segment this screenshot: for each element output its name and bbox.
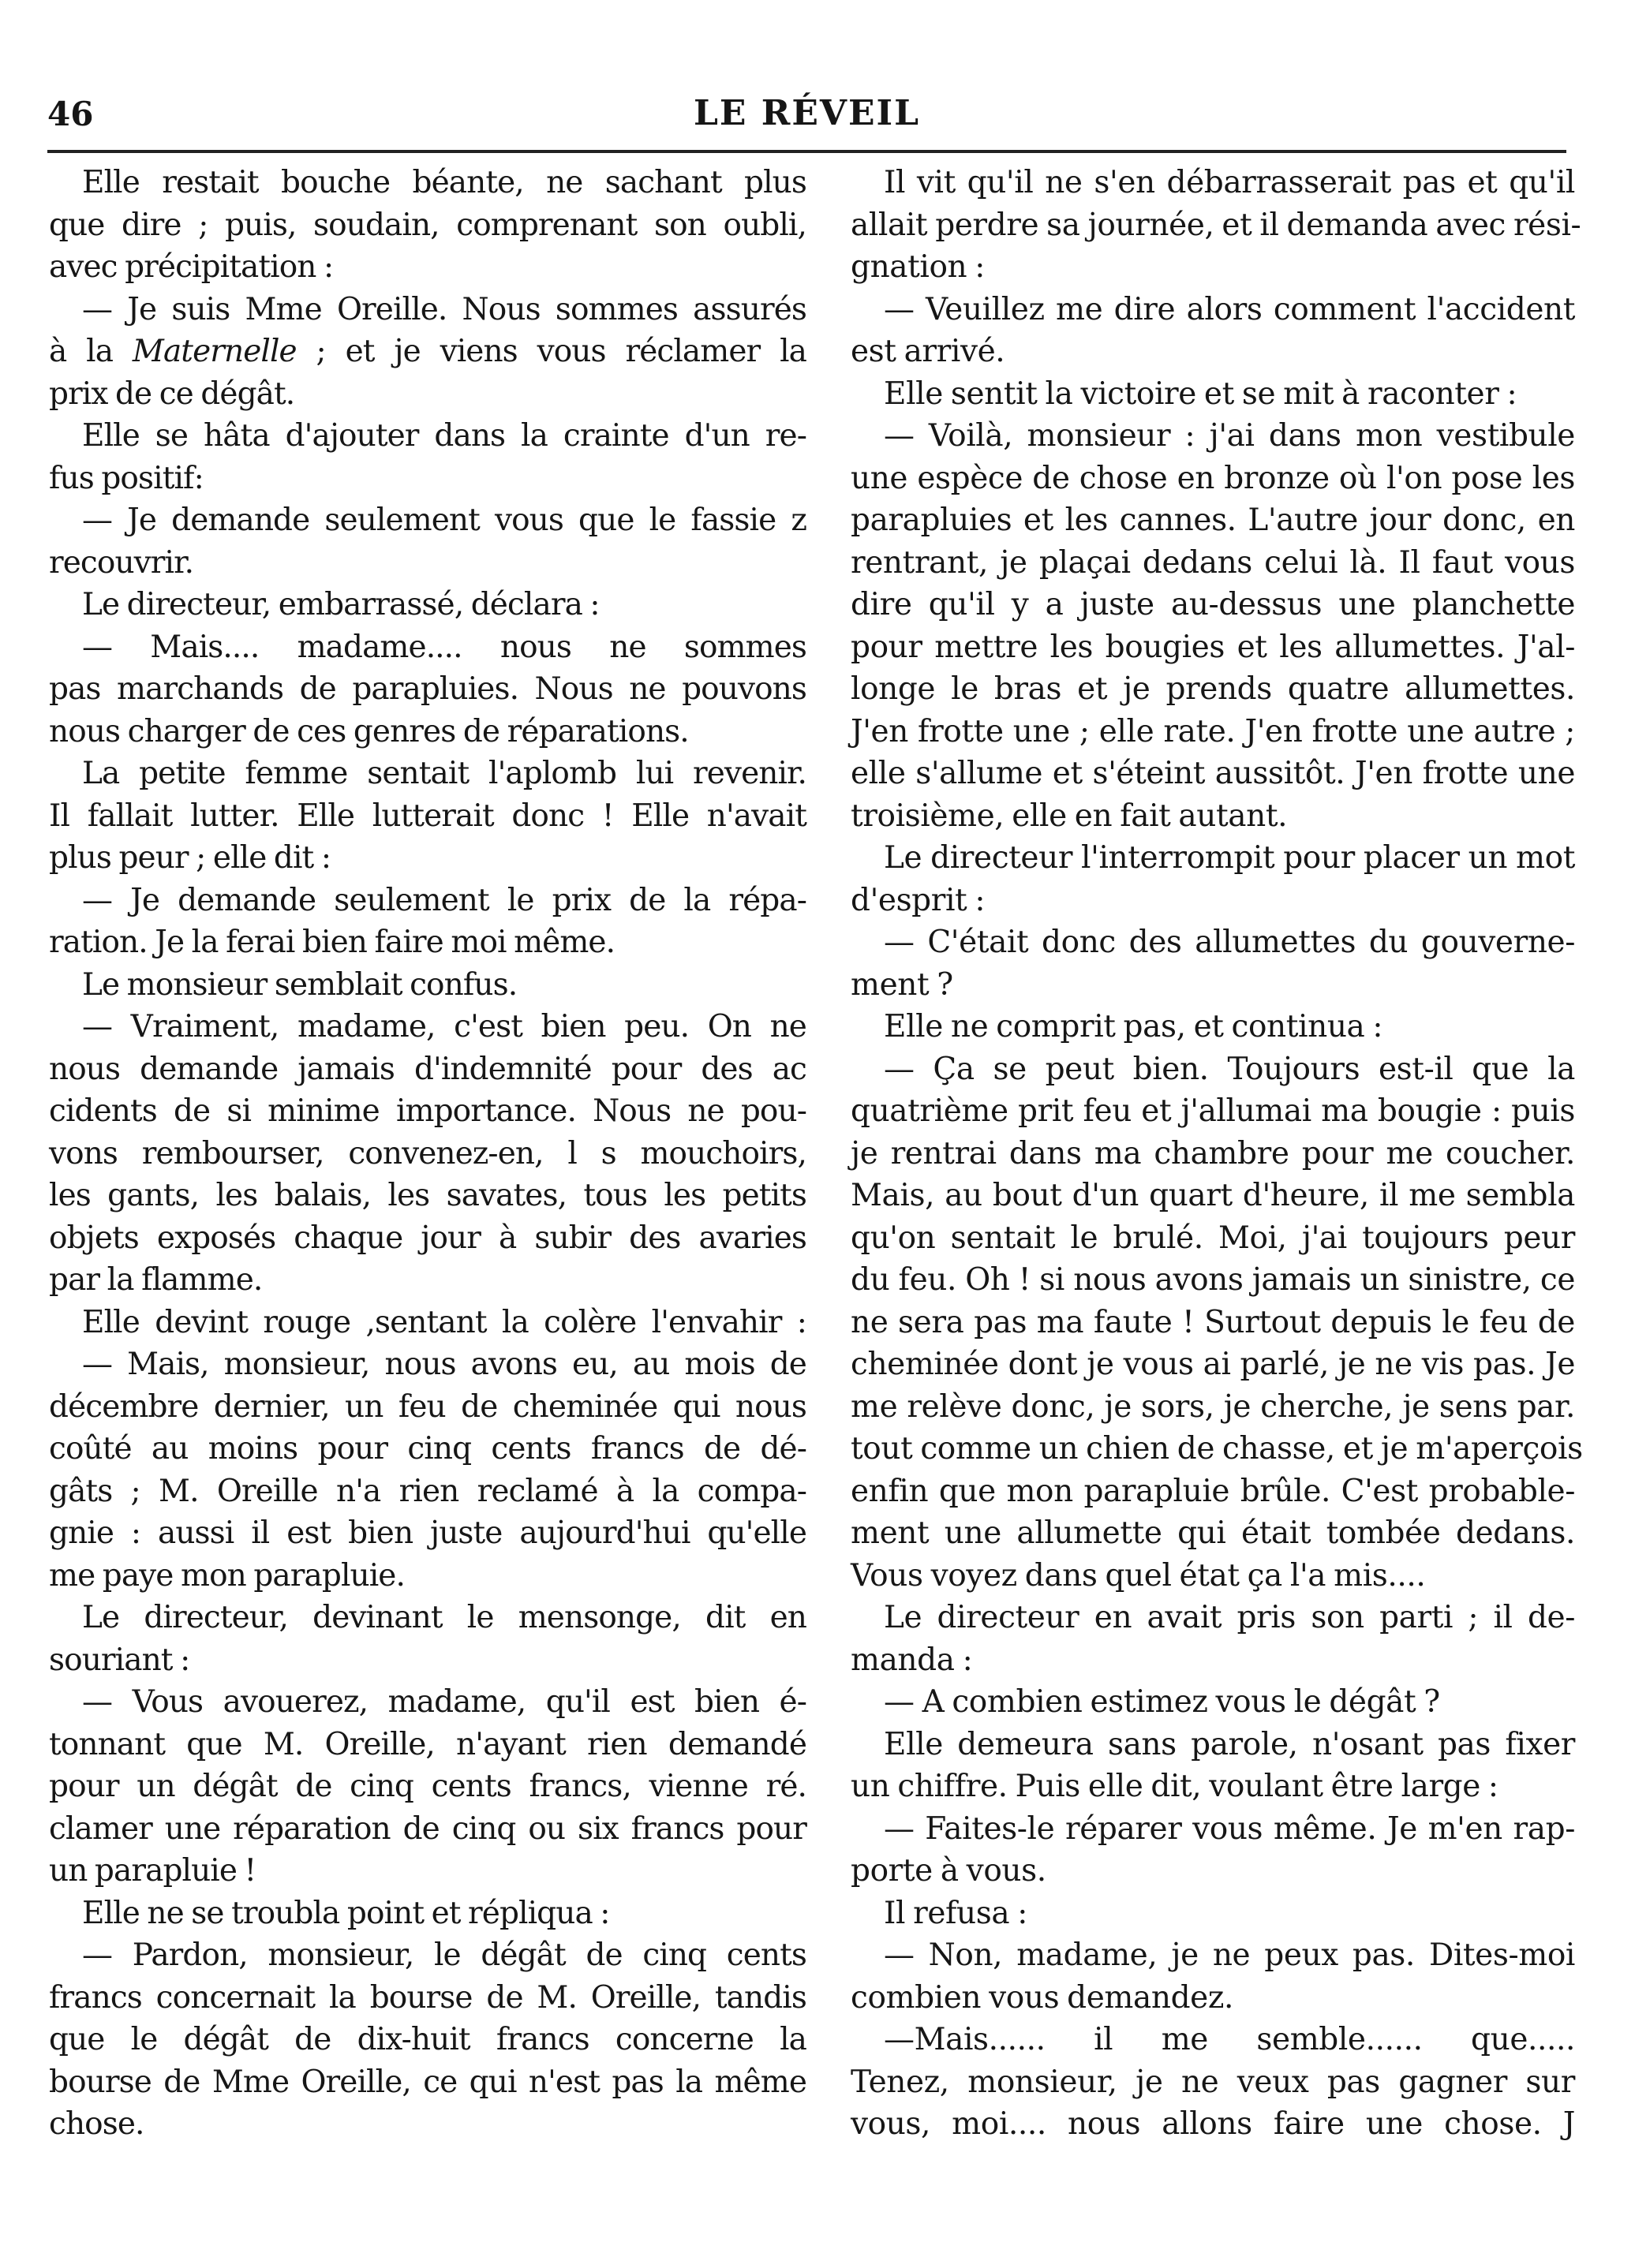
- text-line: Tenez, monsieur, je ne veux pas gagner sur: [851, 2064, 1575, 2100]
- text-line: gnie : aussi il est bien juste aujourd'hui qu'elle: [49, 1515, 806, 1551]
- text-line: francs concernait la bourse de M. Oreille, tandis: [49, 1979, 806, 2016]
- text-line: est arrivé.: [851, 334, 1005, 369]
- text-line: nous demande jamais d'indemnité pour des ac: [49, 1051, 806, 1087]
- text-line: que le dégât de dix-huit francs concerne la: [49, 2022, 806, 2057]
- text-line: parapluies et les cannes. L'autre jour donc, en: [851, 503, 1575, 538]
- text-line: par la flamme.: [49, 1262, 263, 1298]
- text-line: — Mais, monsieur, nous avons eu, au mois de: [82, 1347, 806, 1382]
- text-line: Elle demeura sans parole, n'osant pas fixer: [884, 1726, 1575, 1762]
- text-line: —Mais...... il me semble...... que.....: [884, 2022, 1575, 2057]
- text-line: cheminée dont je vous ai parlé, je ne vis pas. Je: [851, 1347, 1575, 1382]
- text-line: ment une allumette qui était tombée dedans.: [851, 1515, 1575, 1551]
- text-line: allait perdre sa journée, et il demanda avec rési-: [851, 207, 1581, 243]
- text-line: souriant :: [49, 1642, 190, 1678]
- text-line: — Ça se peut bien. Toujours est-il que la: [884, 1051, 1575, 1087]
- text-line: objets exposés chaque jour à subir des avaries: [49, 1220, 806, 1256]
- text-line: — Je demande seulement le prix de la répa-: [82, 882, 806, 918]
- page-number: 46: [47, 95, 94, 133]
- text-line: combien vous demandez.: [851, 1979, 1233, 2016]
- text-line: Le directeur, embarrassé, déclara :: [82, 587, 600, 622]
- text-line: ration. Je la ferai bien faire moi même.: [49, 925, 615, 960]
- text-line: tout comme un chien de chasse, et je m'aperçois: [851, 1431, 1583, 1467]
- text-line: je rentrai dans ma chambre pour me coucher.: [851, 1135, 1575, 1171]
- text-line: fus positif:: [49, 460, 204, 496]
- text-line: pas marchands de parapluies. Nous ne pouvons: [49, 671, 806, 707]
- text-line: Elle devint rouge ,sentant la colère l'envahir :: [82, 1304, 806, 1340]
- text-line: [49, 331, 806, 373]
- text-line: — Veuillez me dire alors comment l'accident: [884, 291, 1575, 327]
- text-line: recouvrir.: [49, 544, 194, 581]
- text-line: dire qu'il y a juste au-dessus une planchette: [851, 587, 1575, 622]
- text-line: troisième, elle en fait autant.: [851, 798, 1288, 834]
- text-line: un chiffre. Puis elle dit, voulant être large :: [851, 1769, 1498, 1804]
- text-line: — Voilà, monsieur : j'ai dans mon vestibule: [884, 418, 1575, 454]
- text-line: — Non, madame, je ne peux pas. Dites-moi: [884, 1937, 1575, 1973]
- text-fragment: à la: [49, 334, 133, 369]
- text-line: les gants, les balais, les savates, tous les petits: [49, 1178, 806, 1213]
- text-line: avec précipitation :: [49, 249, 334, 285]
- text-line: — Vous avouerez, madame, qu'il est bien é-: [82, 1684, 806, 1720]
- text-line: cidents de si minime importance. Nous ne pou-: [49, 1093, 806, 1129]
- text-line: prix de ce dégât.: [49, 376, 295, 412]
- text-line: Elle sentit la victoire et se mit à raconter :: [884, 376, 1517, 412]
- text-line: — Vraiment, madame, c'est bien peu. On ne: [82, 1009, 806, 1044]
- text-line: quatrième prit feu et j'allumai ma bougie : puis: [851, 1093, 1575, 1129]
- text-line: elle s'allume et s'éteint aussitôt. J'en frotte une: [851, 756, 1575, 791]
- text-line: du feu. Oh ! si nous avons jamais un sinistre, ce: [851, 1262, 1575, 1298]
- text-line: Il fallait lutter. Elle lutterait donc ! Elle n'avait: [49, 798, 806, 834]
- text-line: — Je demande seulement vous que le fassie z: [82, 503, 806, 538]
- right-text-column: [851, 162, 1583, 2146]
- text-line: J'en frotte une ; elle rate. J'en frotte une autre ;: [851, 713, 1575, 749]
- text-line: Il vit qu'il ne s'en débarrasserait pas et qu'il: [884, 165, 1575, 200]
- text-line: longe le bras et je prends quatre allumettes.: [851, 671, 1575, 707]
- text-line: Elle ne comprit pas, et continua :: [884, 1009, 1383, 1044]
- text-line: Il refusa :: [884, 1895, 1027, 1931]
- text-line: me relève donc, je sors, je cherche, je sens par.: [851, 1388, 1575, 1425]
- text-line: vons rembourser, convenez-en, l s mouchoirs,: [49, 1135, 806, 1171]
- text-line: Elle ne se troubla point et répliqua :: [82, 1895, 610, 1931]
- text-line: Elle se hâta d'ajouter dans la crainte d'un re-: [82, 418, 806, 454]
- page-header: [47, 79, 1566, 153]
- text-line: une espèce de chose en bronze où l'on pose les: [851, 460, 1575, 496]
- text-line: plus peur ; elle dit :: [49, 840, 331, 876]
- text-line: manda :: [851, 1642, 973, 1678]
- text-line: pour un dégât de cinq cents francs, vienne ré.: [49, 1769, 806, 1804]
- text-line: Le monsieur semblait confus.: [82, 966, 518, 1003]
- text-line: clamer une réparation de cinq ou six francs pour: [49, 1810, 806, 1847]
- text-line: qu'on sentait le brulé. Moi, j'ai toujours peur: [851, 1220, 1575, 1256]
- text-line: — Mais.... madame.... nous ne sommes: [82, 629, 806, 665]
- text-line: bourse de Mme Oreille, ce qui n'est pas la même: [49, 2064, 806, 2100]
- text-line: ne sera pas ma faute ! Surtout depuis le feu de: [851, 1304, 1575, 1340]
- text-line: gâts ; M. Oreille n'a rien reclamé à la compa-: [49, 1473, 806, 1509]
- italic-title: Maternelle: [132, 334, 297, 369]
- text-line: rentrant, je plaçai dedans celui là. Il faut vous: [851, 544, 1575, 581]
- text-line: Le directeur, devinant le mensonge, dit en: [82, 1600, 806, 1635]
- text-line: — A combien estimez vous le dégât ?: [884, 1684, 1440, 1720]
- text-line: vous, moi.... nous allons faire une chose. J: [851, 2106, 1575, 2142]
- text-line: nous charger de ces genres de réparations.: [49, 713, 689, 749]
- text-line: tonnant que M. Oreille, n'ayant rien demandé: [49, 1726, 806, 1762]
- text-line: — Je suis Mme Oreille. Nous sommes assurés: [82, 291, 806, 327]
- text-line: d'esprit :: [851, 882, 986, 918]
- text-fragment: ; et je viens vous réclamer la: [296, 334, 806, 369]
- left-text-column: [49, 162, 806, 2146]
- journal-title: LE RÉVEIL: [693, 93, 921, 133]
- text-line: La petite femme sentait l'aplomb lui revenir.: [82, 756, 806, 791]
- text-line: enfin que mon parapluie brûle. C'est probable-: [851, 1473, 1575, 1509]
- text-line: Le directeur en avait pris son parti ; il de-: [884, 1600, 1575, 1635]
- text-line: coûté au moins pour cinq cents francs de dé-: [49, 1431, 806, 1467]
- text-line: Mais, au bout d'un quart d'heure, il me sembla: [851, 1178, 1575, 1213]
- text-line: — C'était donc des allumettes du gouverne-: [884, 925, 1575, 960]
- text-line: ment ?: [851, 966, 953, 1003]
- text-line: pour mettre les bougies et les allumettes. J'al-: [851, 629, 1575, 665]
- text-line: Elle restait bouche béante, ne sachant plus: [82, 165, 806, 200]
- text-line: Vous voyez dans quel état ça l'a mis....: [851, 1557, 1426, 1594]
- text-line: chose.: [49, 2106, 144, 2142]
- text-line: — Faites-le réparer vous même. Je m'en rap-: [884, 1810, 1575, 1847]
- text-line: me paye mon parapluie.: [49, 1557, 405, 1594]
- text-line: porte à vous.: [851, 1853, 1046, 1889]
- text-line: gnation :: [851, 249, 986, 285]
- text-line: Le directeur l'interrompit pour placer un mot: [884, 840, 1575, 876]
- text-line: que dire ; puis, soudain, comprenant son oubli,: [49, 207, 806, 243]
- text-line: un parapluie !: [49, 1853, 256, 1889]
- text-line: — Pardon, monsieur, le dégât de cinq cents: [82, 1937, 806, 1973]
- text-line: décembre dernier, un feu de cheminée qui nous: [49, 1388, 806, 1425]
